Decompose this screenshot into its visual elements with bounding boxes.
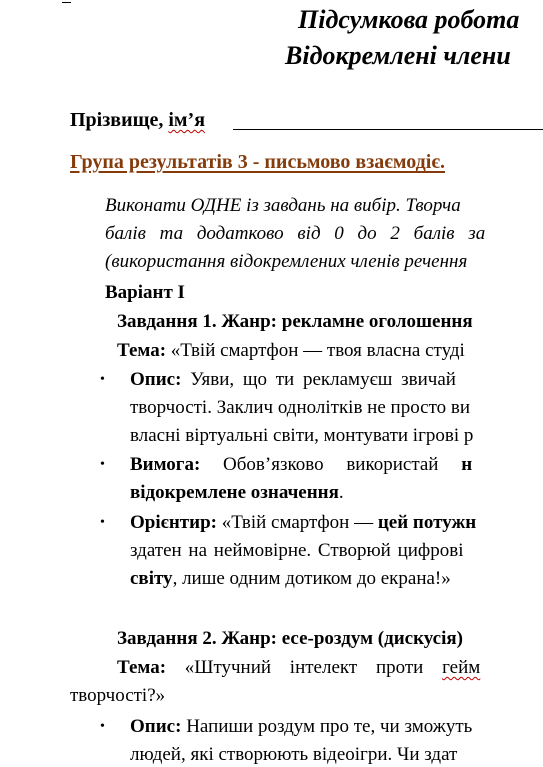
task1-desc-line-1 [130,368,456,392]
bullet-icon: • [100,515,105,530]
name-field-label [70,108,205,132]
task1-req-tail: . [338,482,344,503]
task2-theme-line-2: творчості?» [70,685,166,706]
page-corner-mark [62,0,71,3]
title-line-2: Відокремлені члени [285,41,511,70]
task2-theme [117,656,480,680]
task2-desc-line-1 [130,715,472,739]
task1-theme-text: «Твій смартфон — твоя власна студі [166,340,465,361]
task1-req-line-2 [130,481,344,505]
task1-desc-line-3: власні віртуальні світи, монтувати ігрові р [130,425,474,446]
bullet-icon: • [100,457,105,472]
task1-hint-text: «Твій смартфон — [216,512,378,533]
name-label-surname: Прізвище, [70,109,169,131]
task1-hint-label: Орієнтир: [130,512,217,533]
bullet-icon: • [100,372,105,387]
task1-req-text: Обов’язково використай [200,454,462,475]
task1-hint-line-2: здатен на неймовірне. Створюй цифрові [130,540,464,561]
name-label-first: ім’я [168,109,206,131]
task1-desc-line-2: творчості. Заклич однолітків не просто ви [130,397,471,418]
task2-desc-label: Опис: [130,716,182,737]
task1-hint-line-1 [130,511,476,535]
task1-hint-bold-tail: цей потужн [377,512,477,533]
task1-desc-text: Уяви, що ти рекламуєш звичай [181,369,456,390]
task1-desc-label: Опис: [130,369,182,390]
instructions-line-2: балів та додатково від 0 до 2 балів за [105,223,486,244]
task2-theme-label: Тема: [117,657,167,678]
task2-theme-text: «Штучний інтелект проти [166,657,443,678]
task1-theme [117,339,465,363]
name-input-line[interactable] [233,129,543,130]
task1-heading: Завдання 1. Жанр: рекламне оголошення [117,311,473,332]
results-group-heading: Група результатів 3 - письмово взаємодіє. [70,151,445,173]
task1-theme-label: Тема: [117,340,167,361]
task2-desc-line-2: людей, які створюють відеоігри. Чи здат [130,744,458,765]
task2-heading: Завдання 2. Жанр: есе-роздум (дискусія) [117,628,463,649]
task1-req-label: Вимога: [130,454,201,475]
instructions-line-1: Виконати ОДНЕ із завдань на вибір. Творча [105,195,461,216]
task1-req-line-1 [130,453,472,477]
task2-desc-text: Напиши роздум про те, чи зможуть [181,716,473,737]
task2-theme-squiggle: гейм [442,657,481,678]
task1-req-bold: відокремлене означення [130,482,339,503]
title-line-1: Підсумкова робота [298,5,520,34]
variant-heading: Варіант І [105,282,185,303]
task1-hint-line-3 [130,567,451,591]
task1-req-bold-tail: н [461,454,473,475]
bullet-icon: • [100,719,105,734]
task1-hint-tail: , лише одним дотиком до екрана!» [172,568,451,589]
instructions-line-3: (використання відокремлених членів речення [105,251,468,272]
task1-hint-bold: світу [130,568,173,589]
